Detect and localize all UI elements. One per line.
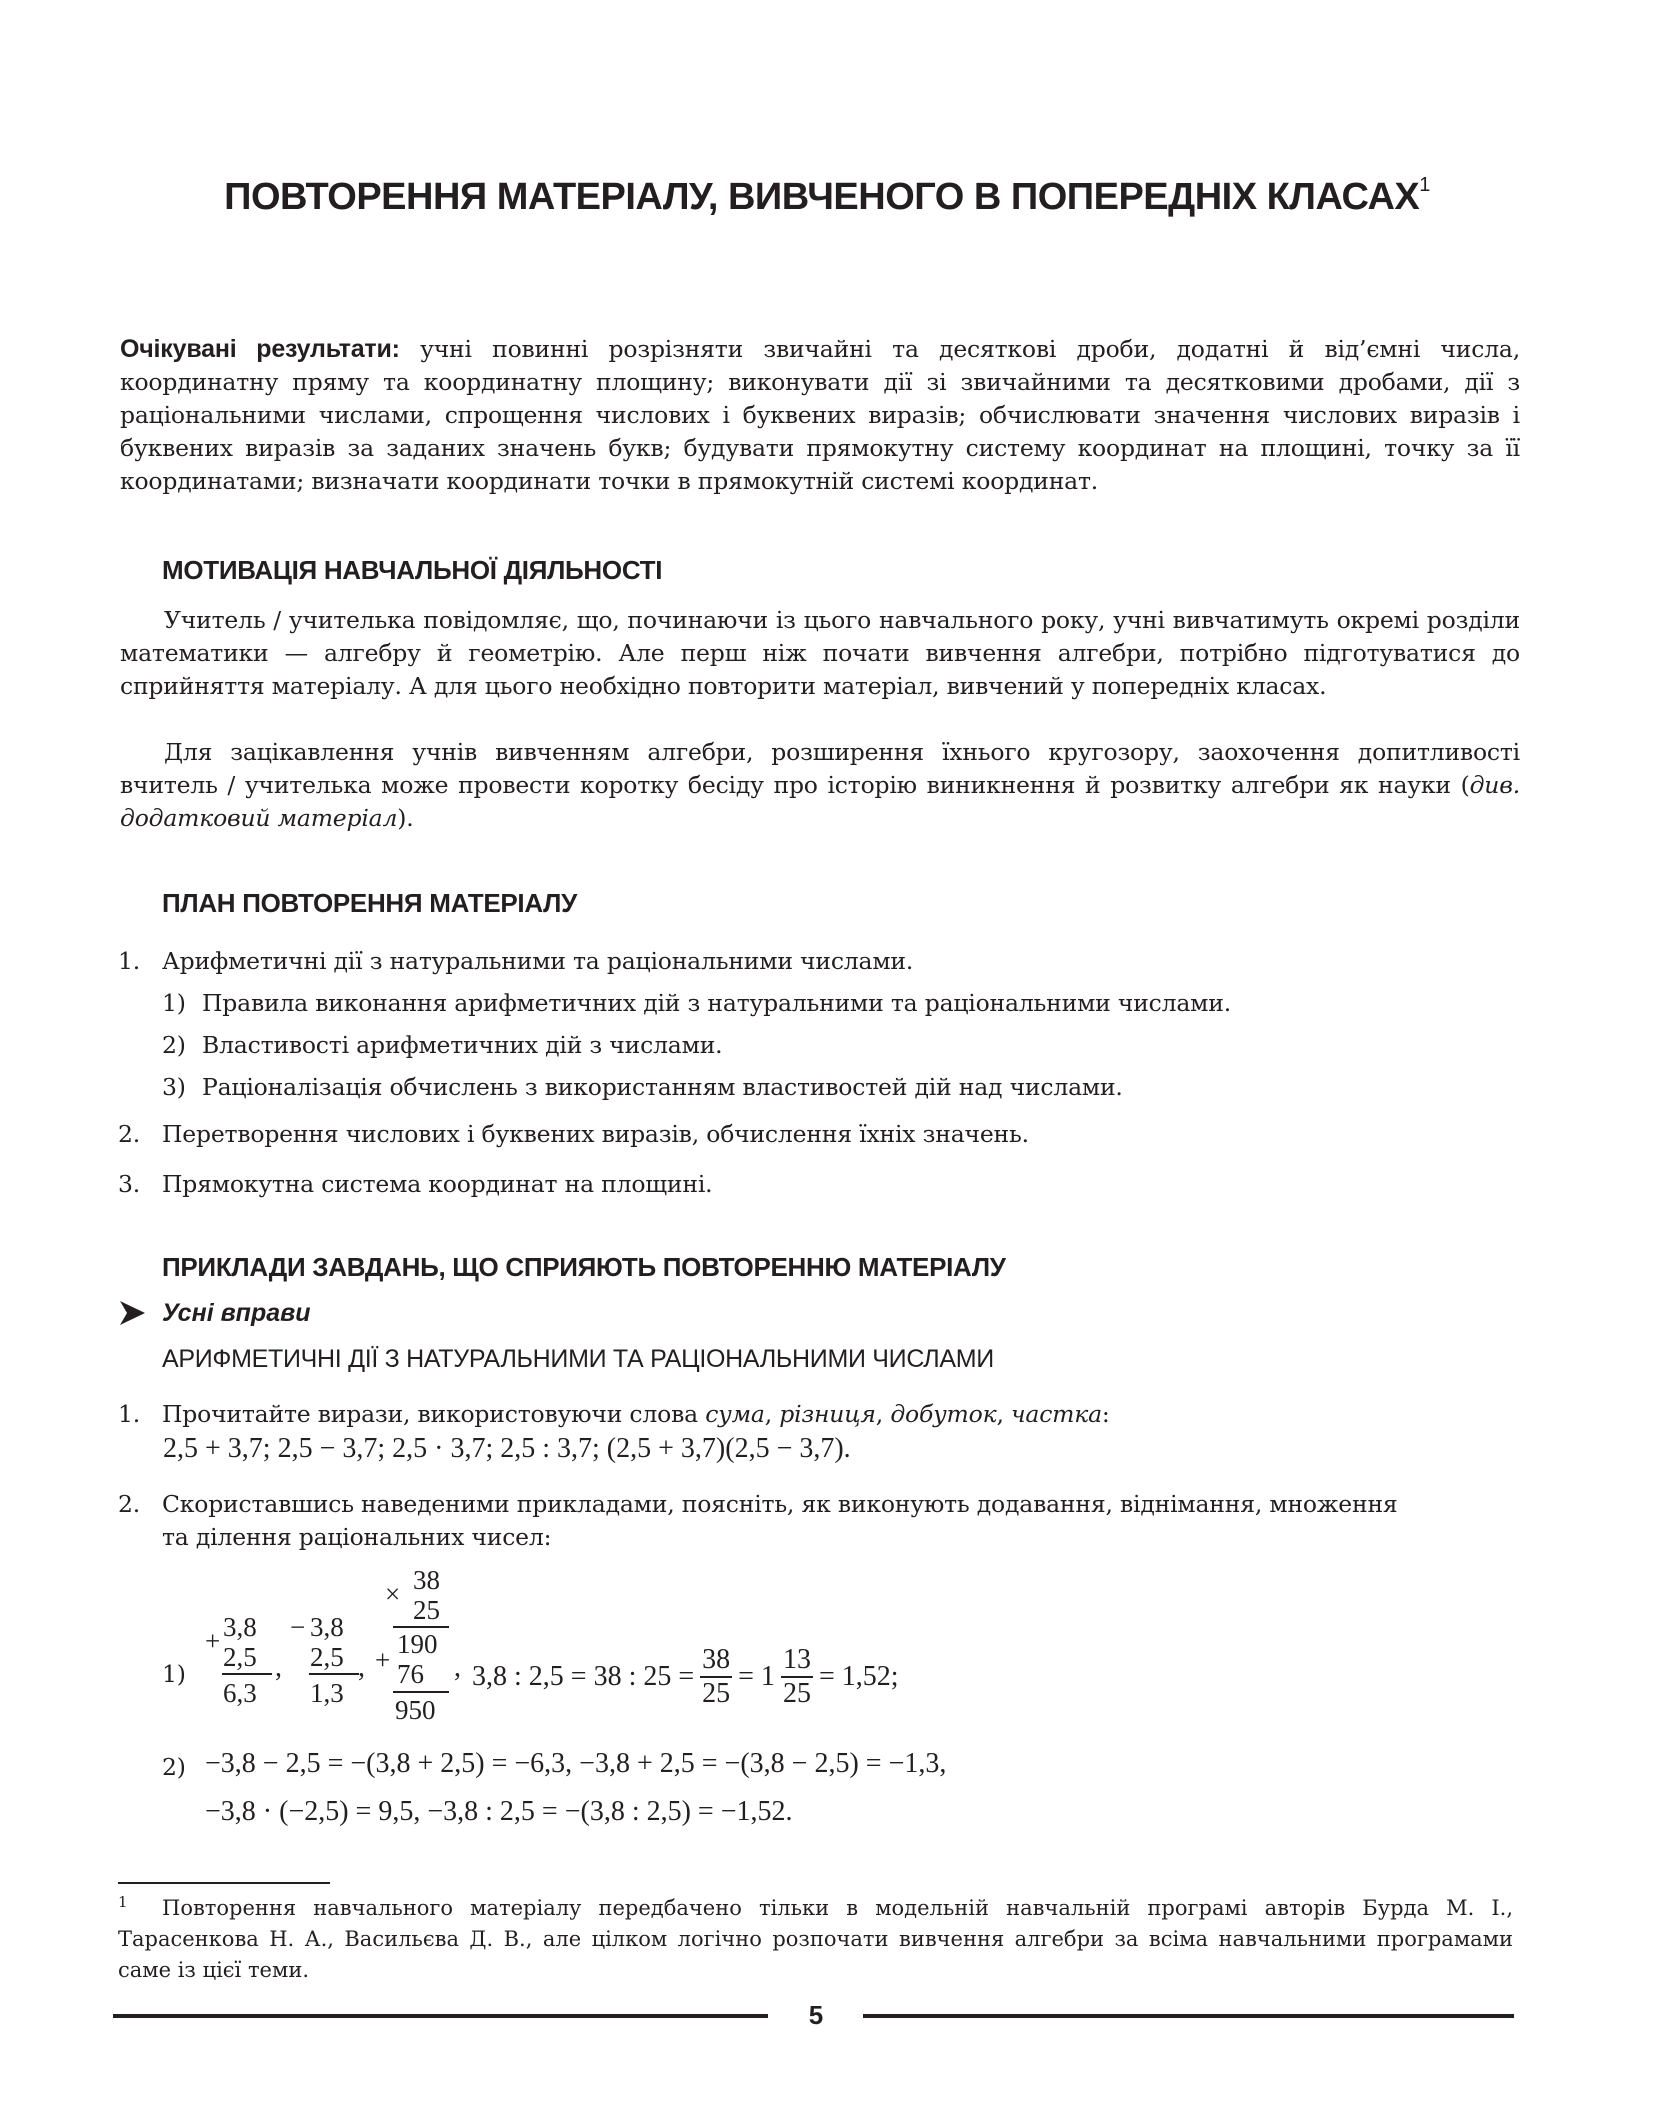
- exercises-subheading: АРИФМЕТИЧНІ ДІЇ З НАТУРАЛЬНИМИ ТА РАЦІОНАЛЬНИМИ ЧИСЛАМИ: [162, 1345, 994, 1373]
- expected-results-text: учні повинні розрізняти звичайні та десяткові дроби, додатні й від’ємні числа, координатну пряму та координатну площину; виконувати дії зі звичайними та десятковими дробами, дії з раціональними числами, спрощення числових і буквених виразів; обчислювати значення числових виразів і буквених виразів за заданих значень букв; будувати прямокутну систему координат на площині, точку за її координатами; визначати координати точки в прямокутній системі координат.: [120, 335, 1521, 495]
- plan-item: Прямокутна система координат на площині.: [162, 1170, 713, 1198]
- page-rule-right: [863, 2014, 1514, 2018]
- examples-heading: ПРИКЛАДИ ЗАВДАНЬ, ЩО СПРИЯЮТЬ ПОВТОРЕННЮ МАТЕРІАЛУ: [162, 1252, 1006, 1282]
- motivation-italic-ref: див. додатковий матеріал: [120, 771, 1520, 832]
- partial-product: 76: [397, 1659, 424, 1689]
- task-2-text-line-1: Скориставшись наведеними прикладами, поясніть, як виконують додавання, віднімання, множення: [162, 1490, 1398, 1518]
- subtask-2-line-2: −3,8 · (−2,5) = 9,5, −3,8 : 2,5 = −(3,8 : 2,5) = −1,52.: [205, 1796, 793, 1827]
- result-line: [393, 1691, 449, 1693]
- plan-heading: ПЛАН ПОВТОРЕННЯ МАТЕРІАЛУ: [162, 888, 577, 918]
- expected-results-label: Очікувані результати:: [120, 335, 400, 363]
- task-1-expressions: 2,5 + 3,7; 2,5 − 3,7; 2,5 · 3,7; 2,5 : 3,7; (2,5 + 3,7)(2,5 − 3,7).: [163, 1433, 851, 1464]
- footnote-number: 1: [118, 1893, 128, 1911]
- subtask-number: 2): [162, 1753, 186, 1781]
- page-title: ПОВТОРЕННЯ МАТЕРІАЛУ, ВИВЧЕНОГО В ПОПЕРЕДНІХ КЛАСАХ$^1$: [224, 174, 1430, 218]
- plan-subitem: Правила виконання арифметичних дій з натуральними та раціональними числами.: [202, 989, 1231, 1017]
- expected-results-paragraph: [120, 333, 1520, 498]
- plan-item-num: 1.: [118, 947, 141, 975]
- motivation-paragraph-1: Учитель / учителька повідомляє, що, починаючи із цього навчального року, учні вивчатимуть окремі розділи математики — алгебру й геометрію. Але перш ніж почати вивчення алгебри, потрібно підготуватися до сприйняття матеріалу. А для цього необхідно повторити матеріал, вивчений у попередніх класах.: [120, 606, 1520, 700]
- task-1-text: Прочитайте вирази, використовуючи слова сума, різниця, добуток, частка:: [162, 1400, 1110, 1428]
- plan-subitem-num: 3): [162, 1073, 186, 1101]
- task-number: 1.: [118, 1400, 141, 1428]
- term-word: добуток: [890, 1400, 997, 1428]
- difference-line: [309, 1673, 359, 1675]
- plan-subitem-num: 2): [162, 1031, 186, 1059]
- separator-comma: ,: [358, 1652, 365, 1683]
- plan-subitem-num: 1): [162, 989, 186, 1017]
- plan-subitem: Раціоналізація обчислень з використанням властивостей дій над числами.: [202, 1073, 1123, 1101]
- addend: 3,8: [223, 1612, 257, 1642]
- page-rule-left: [113, 2014, 768, 2018]
- fraction: $\frac{13}{25}$: [782, 1644, 811, 1709]
- product-result: 950: [395, 1695, 436, 1725]
- term-word: частка: [1010, 1400, 1102, 1428]
- plan-subitem: Властивості арифметичних дій з числами.: [202, 1031, 723, 1059]
- addend: 2,5: [223, 1642, 257, 1672]
- product-line: [393, 1626, 449, 1628]
- term-word: сума: [705, 1400, 765, 1428]
- partial-product: 190: [397, 1629, 438, 1659]
- oral-exercises-label: Усні вправи: [162, 1299, 311, 1327]
- footnote-separator: [118, 1882, 330, 1884]
- subtask-2-line-1: −3,8 − 2,5 = −(3,8 + 2,5) = −6,3, −3,8 + 2,5 = −(3,8 − 2,5) = −1,3,: [205, 1748, 947, 1779]
- plan-item: Перетворення числових і буквених виразів, обчислення їхніх значень.: [162, 1120, 1029, 1148]
- separator-comma: ,: [275, 1652, 282, 1683]
- factor: 38: [413, 1565, 440, 1595]
- minuend: 3,8: [310, 1612, 344, 1642]
- times-sign: ×: [385, 1579, 401, 1609]
- motivation-paragraph-2: Для зацікавлення учнів вивченням алгебри, розширення їхнього кругозору, заохочення допитливості вчитель / учителька може провести коротку бесіду про історію виникнення й розвитку алгебри як науки (див. додатковий матеріал).: [120, 738, 1520, 832]
- footnote-text: Повторення навчального матеріалу передбачено тільки в модельній навчальній програмі авторів Бурда М. І., Тарасенкова Н. А., Васильєва Д. В., але цілком логічно розпочати вивчення алгебри за всіма навчальними програмами саме із цієї теми.: [118, 1896, 1513, 1982]
- subtask-number: 1): [162, 1660, 186, 1688]
- separator-comma: ,: [454, 1652, 461, 1683]
- division-expression: 3,8 : 2,5 = 38 : 25 = $\frac{38}{25}$ = 1 $\frac{13}{25}$ = 1,52;: [472, 1644, 899, 1709]
- sum-result: 6,3: [223, 1678, 257, 1708]
- arrow-bullet-icon: [118, 1300, 146, 1331]
- plan-item-num: 3.: [118, 1170, 141, 1198]
- minus-sign: −: [290, 1612, 306, 1642]
- difference-result: 1,3: [310, 1678, 344, 1708]
- task-number: 2.: [118, 1490, 141, 1518]
- plus-sign: +: [375, 1645, 391, 1675]
- footnote-mark: 1: [1419, 174, 1430, 196]
- sum-line: [222, 1673, 272, 1675]
- factor: 25: [413, 1595, 440, 1625]
- page-number: 5: [808, 2000, 824, 2030]
- term-word: різниця: [779, 1400, 876, 1428]
- task-2-text-line-2: та ділення раціональних чисел:: [162, 1523, 552, 1551]
- motivation-heading: МОТИВАЦІЯ НАВЧАЛЬНОЇ ДІЯЛЬНОСТІ: [162, 555, 663, 585]
- plan-item: Арифметичні дії з натуральними та раціональними числами.: [162, 947, 914, 975]
- subtrahend: 2,5: [310, 1642, 344, 1672]
- plus-sign: +: [205, 1626, 221, 1656]
- fraction: $\frac{38}{25}$: [702, 1644, 731, 1709]
- plan-item-num: 2.: [118, 1120, 141, 1148]
